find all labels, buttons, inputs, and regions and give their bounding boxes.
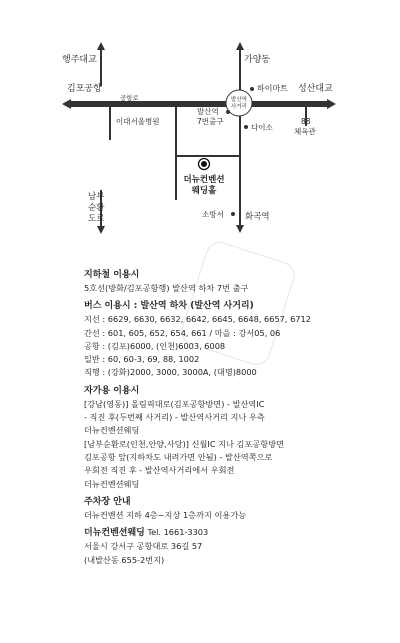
nambu-label-3: 도로: [88, 214, 105, 224]
parking-section: [84, 495, 384, 522]
himart-dot: [250, 87, 254, 91]
balsan-station-label-2: 사거리: [231, 104, 247, 110]
balsan-exit7-label-1: 발산역: [197, 107, 219, 116]
car-line: - 직진 후(두번째 사거리) - 발산역사거리 지나 우측: [84, 412, 265, 423]
car-line: 김포공항 앞(지하차도 내려가면 안됨) - 발산역쪽으로: [84, 451, 273, 462]
hwagok-label: 화곡역: [245, 212, 270, 222]
venue-contact-line: [84, 526, 384, 540]
daiso-label: 다이소: [251, 123, 273, 132]
arrow-up-icon: [97, 42, 105, 50]
haengju-label: 행주대교: [62, 55, 97, 65]
bus-line: 직행 : (강화)2000, 3000, 3000A, (대명)8000: [84, 367, 257, 378]
car-line: [강남(영동)] 올림픽대로(김포공항방면) - 발산역IC: [84, 398, 265, 409]
car-line: 더뉴컨벤션웨딩: [84, 478, 140, 489]
car-line: 우회전 직진 후 - 발산역사거리에서 우회전: [84, 465, 235, 476]
subway-line: 5호선(방화/김포공항행) 발산역 하차 7번 출구: [84, 283, 249, 293]
venue-marker-dot: [201, 161, 207, 167]
balsan-station-label-1: 발산역: [231, 97, 247, 103]
arrow-right-icon: [327, 99, 336, 109]
airport-road-label: 공항로: [120, 94, 139, 102]
bus-title: 버스 이용시 : 발산역 하차 (발산역 사거리): [84, 301, 254, 312]
car-section: [84, 384, 384, 491]
bus-line: 지선 : 6629, 6630, 6632, 6642, 6645, 6648, 6657, 6712: [84, 314, 311, 325]
directions-info: [84, 268, 384, 571]
exit7-dot: [226, 110, 230, 114]
venue-old-address: (내발산동 655-2번지): [84, 554, 165, 565]
bus-section: [84, 299, 384, 379]
venue-address: 서울시 강서구 공항대로 36길 57: [84, 541, 203, 552]
arrow-up-icon: [236, 42, 244, 50]
car-line: 더뉴컨벤션웨딩: [84, 425, 140, 436]
seongsan-label: 성산대교: [298, 84, 333, 94]
fire-station-dot: [231, 212, 235, 216]
subway-section: [84, 268, 384, 295]
himart-label: 하이마트: [257, 84, 288, 93]
olympic-gym-label-1: 88: [301, 117, 311, 126]
arrow-down-icon: [236, 225, 244, 233]
bus-line: 일반 : 60, 60-3, 69, 88, 1002: [84, 354, 200, 365]
gimpo-airport-label: 김포공항: [67, 84, 102, 94]
arrow-left-icon: [62, 99, 71, 109]
daiso-dot: [244, 125, 248, 129]
balsan-exit7-label-2: 7번출구: [197, 117, 224, 126]
venue-tel: Tel. 1661-3303: [147, 527, 209, 538]
subway-title: 지하철 이용시: [84, 270, 140, 280]
bus-line: 공항 : (김포)6000, (인천)6003, 6008: [84, 340, 226, 351]
venue-label-1: 더뉴컨벤션: [183, 175, 225, 185]
nambu-label-1: 남부: [88, 192, 105, 202]
nambu-label-2: 순환: [88, 203, 105, 213]
venue-contact-section: [84, 526, 384, 567]
ewha-hospital-label: 이대서울병원: [116, 117, 160, 126]
fire-station-label: 소방서: [202, 210, 224, 219]
olympic-gym-label-2: 체육관: [294, 127, 316, 136]
gayang-label: 가양동: [244, 55, 271, 65]
location-map: [0, 0, 400, 260]
arrow-down-icon: [97, 226, 105, 234]
car-line: [남부순환로(인천,안양,사당)] 신월IC 지나 김포공항방면: [84, 438, 285, 449]
bus-line: 간선 : 601, 605, 652, 654, 661 / 마을 : 강서05, 06: [84, 327, 281, 338]
car-title: 자가용 이용시: [84, 385, 140, 396]
venue-name: 더뉴컨벤션웨딩: [84, 528, 145, 539]
parking-line: 더뉴컨벤션 지하 4층~지상 1층까지 이용가능: [84, 509, 247, 520]
venue-label-2: 웨딩홀: [191, 186, 217, 196]
parking-title: 주차장 안내: [84, 496, 131, 507]
